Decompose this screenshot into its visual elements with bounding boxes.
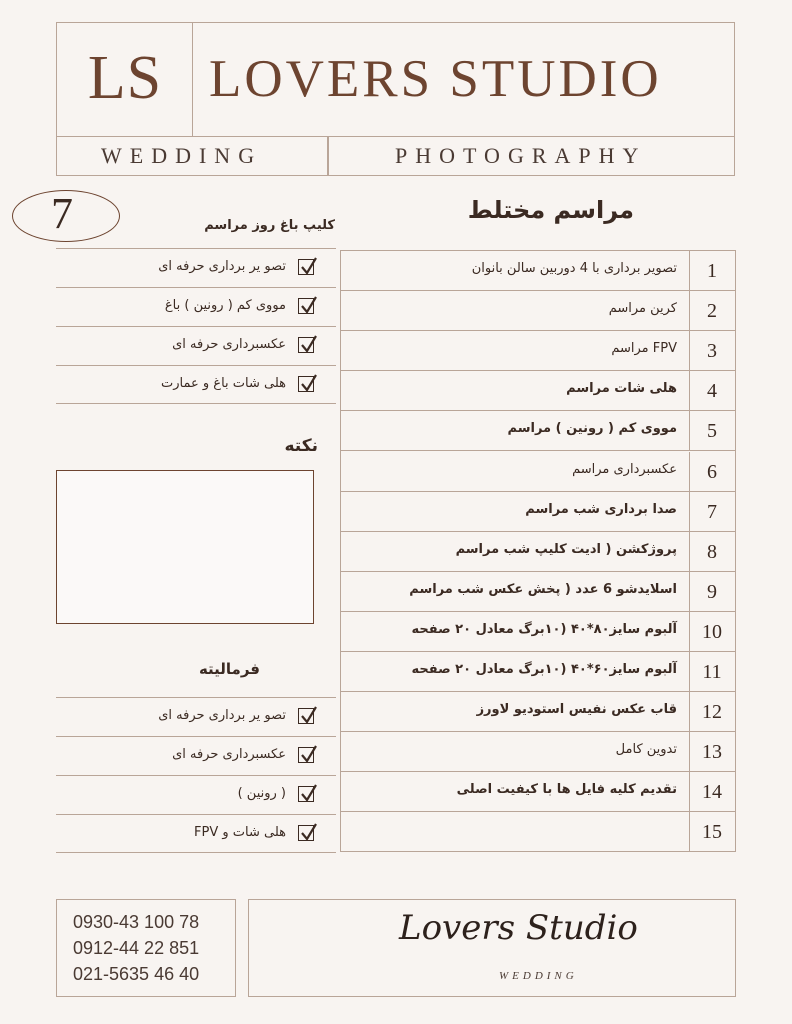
checkmark-icon: [298, 786, 314, 802]
row-number: 10: [702, 620, 722, 643]
logo-initials: LS: [87, 44, 163, 112]
service-text: تصویر برداری با 4 دوربین سالن بانوان: [471, 261, 677, 276]
brand-name: LOVERS STUDIO: [209, 50, 662, 108]
row-number-cell: [689, 411, 735, 450]
row-number-cell: [689, 812, 735, 852]
service-text: پروژکشن ( ادیت کلیپ شب مراسم: [455, 541, 677, 557]
row-number-cell: [689, 652, 735, 691]
checklist-row: [56, 365, 336, 404]
note-box: [56, 470, 314, 624]
checklist-text: مووی کم ( رونین ) باغ: [164, 298, 286, 313]
row-number: 7: [707, 500, 717, 523]
row-number-cell: [689, 251, 735, 290]
service-row: [341, 331, 735, 371]
service-text: قاب عکس نفیس استودیو لاورز: [476, 702, 677, 718]
row-number-cell: [689, 492, 735, 531]
checkmark-icon: [298, 259, 314, 275]
tagline-left: WEDDING: [101, 143, 263, 168]
service-row: [341, 652, 735, 692]
service-text: هلی شات مراسم: [566, 381, 677, 397]
service-text: آلبوم سایز۸۰*۴۰ (۱۰برگ معادل ۲۰ صفحه: [411, 621, 677, 637]
row-number: 9: [707, 580, 717, 603]
checklist-text: عکسبرداری حرفه ای: [172, 337, 286, 352]
service-row: [341, 492, 735, 532]
row-number-cell: [689, 572, 735, 611]
row-number: 5: [707, 420, 717, 443]
header-divider: [327, 137, 329, 175]
signature-subtitle: WEDDING: [499, 970, 578, 982]
checkmark-icon: [298, 298, 314, 314]
checklist-text: ( رونین ): [237, 786, 286, 801]
row-number: 1: [707, 260, 717, 282]
checklist-text: تصو یر برداری حرفه ای: [158, 259, 286, 274]
service-row: [341, 371, 735, 411]
row-number-cell: [689, 291, 735, 330]
row-number: 3: [707, 340, 717, 363]
checkmark-icon: [298, 708, 314, 724]
service-text: صدا برداری شب مراسم: [525, 501, 677, 517]
checklist-text: هلی شات و FPV: [194, 825, 286, 840]
service-text: اسلایدشو 6 عدد ( پخش عکس شب مراسم: [409, 581, 677, 597]
contact-box: [56, 899, 236, 997]
checklist-row: [56, 248, 336, 287]
header-bottom: [57, 137, 734, 175]
row-number: 14: [702, 781, 722, 804]
checklist-row: [56, 736, 336, 775]
checklist-row: [56, 775, 336, 814]
checklist-row: [56, 697, 336, 736]
row-number-cell: [689, 371, 735, 410]
row-number: 12: [702, 701, 722, 724]
service-text: تدوین کامل: [615, 742, 677, 758]
row-number: 13: [702, 741, 722, 764]
checklist-text: عکسبرداری حرفه ای: [172, 747, 286, 762]
row-number: 2: [707, 300, 717, 323]
row-number-cell: [689, 772, 735, 811]
service-row: [341, 291, 735, 331]
service-row: [341, 612, 735, 652]
row-number: 8: [707, 540, 717, 563]
phone-number: 0912-44 22 851: [73, 938, 200, 958]
service-row: [341, 411, 735, 451]
phone-number: 021-5635 46 40: [73, 964, 200, 984]
row-number: 4: [707, 380, 717, 403]
package-number: 7: [51, 189, 73, 238]
tagline-right: PHOTOGRAPHY: [395, 143, 647, 168]
row-number-cell: [689, 612, 735, 651]
service-row: [341, 732, 735, 772]
row-number: 6: [707, 460, 717, 483]
header: [56, 22, 735, 176]
checklist-text: تصو یر برداری حرفه ای: [158, 708, 286, 723]
row-number-cell: [689, 331, 735, 370]
service-row: [341, 251, 735, 291]
service-text: آلبوم سایز۶۰*۴۰ (۱۰برگ معادل ۲۰ صفحه: [411, 662, 677, 677]
row-number: 15: [702, 821, 722, 844]
garden-clip-title: کلیپ باغ روز مراسم: [204, 218, 335, 233]
service-text: FPV مراسم: [611, 341, 677, 357]
service-row: [341, 572, 735, 612]
row-number-cell: [689, 452, 735, 491]
checklist-row: [56, 814, 336, 853]
service-row: [341, 692, 735, 732]
services-list: [340, 250, 736, 852]
row-number-cell: [689, 732, 735, 771]
logo-box: [57, 23, 193, 137]
formalities-title: فرمالیته: [198, 660, 260, 678]
checkmark-icon: [298, 376, 314, 392]
service-row: [341, 772, 735, 812]
signature-box: [248, 899, 736, 997]
service-text: مووی کم ( رونین ) مراسم: [507, 421, 677, 437]
service-text: تقدیم کلیه فایل ها با کیفیت اصلی: [456, 782, 677, 798]
service-text: کرین مراسم: [608, 301, 677, 317]
service-text: عکسبرداری مراسم: [572, 461, 677, 477]
checkmark-icon: [298, 825, 314, 841]
checkmark-icon: [298, 337, 314, 353]
service-row: [341, 452, 735, 492]
checkmark-icon: [298, 747, 314, 763]
package-title: مراسم مختلط: [467, 196, 634, 224]
checklist-row: [56, 326, 336, 365]
row-number: 11: [702, 661, 722, 683]
row-number-cell: [689, 532, 735, 571]
row-number-cell: [689, 692, 735, 731]
service-row: [341, 532, 735, 572]
phone-number: 0930-43 100 78: [73, 912, 200, 932]
checklist-text: هلی شات باغ و عمارت: [161, 376, 286, 391]
checklist-row: [56, 287, 336, 326]
header-top: [57, 23, 734, 137]
note-title: نکته: [284, 436, 318, 456]
signature-logo: Lovers Studio: [399, 908, 638, 948]
service-row: [341, 812, 735, 852]
